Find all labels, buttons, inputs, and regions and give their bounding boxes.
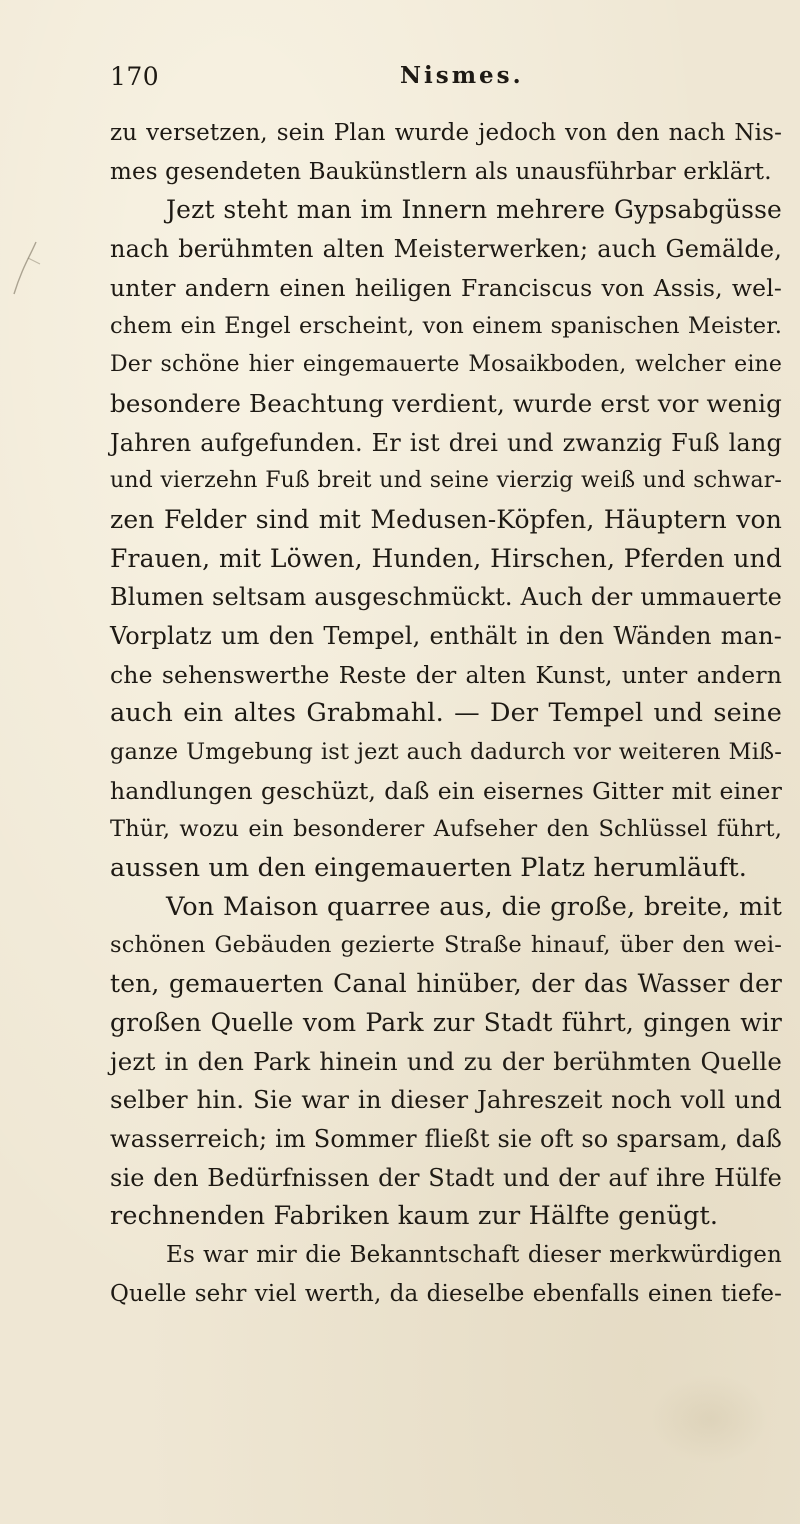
text-line: unter andern einen heiligen Franciscus von Assis, wel-	[110, 273, 782, 302]
text-line: chem ein Engel erscheint, von einem spanischen Meister.	[110, 313, 782, 340]
text-line: auch ein altes Grabmahl. — Der Tempel und seine	[110, 698, 782, 729]
text-line: selber hin. Sie war in dieser Jahreszeit noch voll und	[110, 1085, 782, 1115]
text-line: besondere Beachtung verdient, wurde erst vor wenig	[110, 388, 782, 418]
running-head	[110, 62, 750, 102]
text-line: mes gesendeten Baukünstlern als unausführbar erklärt.	[110, 158, 772, 185]
text-line: handlungen geschüzt, daß ein eisernes Gitter mit einer	[110, 776, 782, 805]
text-line: nach berühmten alten Meisterwerken; auch Gemälde,	[110, 235, 782, 264]
text-line: Von Maison quarree aus, die große, breite, mit	[166, 891, 782, 922]
text-line: Vorplatz um den Tempel, enthält in den Wänden man-	[110, 621, 782, 650]
running-title: Nismes.	[400, 62, 524, 89]
text-line: Blumen seltsam ausgeschmückt. Auch der ummauerte	[110, 583, 782, 612]
text-line: Thür, wozu ein besonderer Aufseher den Schlüssel führt,	[110, 816, 782, 843]
text-line: schönen Gebäuden gezierte Straße hinauf, über den wei-	[110, 932, 782, 959]
body-text	[110, 114, 782, 1313]
text-line: ten, gemauerten Canal hinüber, der das Wasser der	[110, 969, 782, 999]
text-line: zen Felder sind mit Medusen-Köpfen, Häuptern von	[110, 504, 782, 534]
text-line: Jezt steht man im Innern mehrere Gypsabgüsse	[166, 195, 782, 225]
text-line: Der schöne hier eingemauerte Mosaikboden, welcher eine	[110, 352, 782, 378]
text-line: sie den Bedürfnissen der Stadt und der auf ihre Hülfe	[110, 1163, 782, 1192]
text-line: Quelle sehr viel werth, da dieselbe ebenfalls einen tiefe-	[110, 1280, 782, 1307]
text-line: che sehenswerthe Reste der alten Kunst, unter andern	[110, 660, 782, 689]
text-line: wasserreich; im Sommer fließt sie oft so sparsam, daß	[110, 1124, 782, 1153]
text-line: großen Quelle vom Park zur Stadt führt, gingen wir	[110, 1007, 782, 1037]
text-line: ganze Umgebung ist jezt auch dadurch vor weiteren Miß-	[110, 739, 782, 765]
text-line: zu versetzen, sein Plan wurde jedoch von den nach Nis-	[110, 120, 782, 146]
text-line: jezt in den Park hinein und zu der berühmten Quelle	[110, 1046, 782, 1076]
text-line: und vierzehn Fuß breit und seine vierzig weiß und schwar-	[110, 468, 782, 494]
margin-pencil-mark	[6, 238, 46, 298]
text-line: Es war mir die Bekanntschaft dieser merkwürdigen	[166, 1241, 782, 1268]
text-line: rechnenden Fabriken kaum zur Hälfte genügt.	[110, 1201, 719, 1232]
text-line: aussen um den eingemauerten Platz herumläuft.	[110, 853, 748, 884]
paper-stain	[650, 1374, 770, 1464]
page-number: 170	[110, 62, 160, 91]
text-line: Frauen, mit Löwen, Hunden, Hirschen, Pferden und	[110, 543, 782, 573]
text-line: Jahren aufgefunden. Er ist drei und zwanzig Fuß lang	[110, 428, 782, 457]
